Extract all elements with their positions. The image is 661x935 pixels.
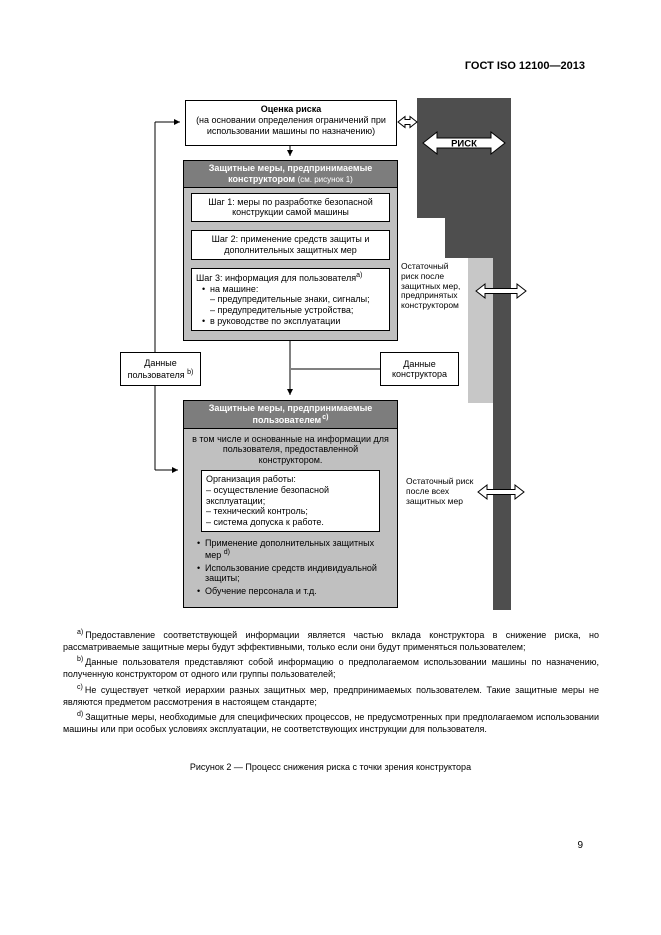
organization-title: Организация работы: — [206, 473, 296, 484]
risk-assessment-subtitle: (на основании определения ограничений при использовании машины по назначению) — [196, 114, 386, 136]
step3-item-warning-signs: – предупредительные знаки, сигналы; — [210, 294, 370, 305]
step3-item-manual: • в руководстве по эксплуатации — [196, 316, 385, 327]
user-measures-box — [183, 400, 398, 608]
organization-box — [201, 470, 380, 532]
user-measure-additional-ref: d) — [223, 548, 230, 556]
footnote-b-marker: b) — [77, 656, 84, 664]
organization-item-safe-operation: – осуществление безопасной эксплуатации; — [206, 484, 330, 506]
step3-box — [191, 268, 390, 331]
user-measure-training: • Обучение персонала и т.д. — [191, 586, 390, 597]
step3-item-on-machine: • на машине: — [196, 284, 385, 295]
residual-risk-designer-label: Остаточный риск после защитных мер, предпринятых конструктором — [401, 261, 461, 311]
risk-bar-narrow-column — [493, 258, 511, 610]
designer-measures-note: (см. рисунок 1) — [297, 174, 353, 184]
designer-measures-box — [183, 160, 398, 341]
user-data-text: Данные пользователя — [127, 358, 185, 380]
risk-bar-light-strip — [468, 258, 493, 403]
footnote-c-marker: c) — [77, 683, 83, 691]
footnote-d-marker: d) — [77, 710, 84, 718]
figure-caption: Рисунок 2 — Процесс снижения риска с точки зрения конструктора — [189, 762, 472, 772]
designer-measures-header — [184, 161, 397, 188]
user-measures-title: Защитные меры, предпринимаемые пользователем — [208, 403, 373, 425]
risk-bar-top-block — [417, 98, 511, 218]
user-measures-footnote-ref: c) — [322, 413, 329, 421]
user-measures-list — [191, 538, 390, 597]
user-data-label — [123, 358, 198, 380]
step3-title — [196, 272, 385, 284]
footnote-d-text: Защитные меры, необходимые для специфических процессов, не предусмотренных при предполагаемом использовании машины или при особых условиях эксплуатации, не соответствующих инструкции для пользователя. — [63, 711, 599, 734]
designer-measures-body — [184, 188, 397, 336]
assessment-risk-double-arrow — [398, 117, 417, 128]
risk-assessment-box — [185, 100, 397, 146]
designer-measures-title: Защитные меры, предпринимаемые конструктором — [208, 163, 373, 184]
risk-label: РИСК — [451, 138, 477, 150]
step3-item-warning-devices: – предупредительные устройства; — [210, 305, 354, 316]
residual-risk-all-label: Остаточный риск после всех защитных мер — [406, 476, 474, 506]
footnote-a-marker: a) — [77, 629, 84, 636]
organization-item-work-permit: – система допуска к работе. — [206, 517, 324, 528]
designer-data-box — [380, 352, 459, 386]
footnote-b-text: Данные пользователя представляют собой информацию о предполагаемом использовании машины по назначению, полученную конструктором от одного или группы пользователей; — [63, 657, 599, 680]
user-data-footnote-ref: b) — [187, 368, 194, 376]
user-measures-body — [184, 429, 397, 604]
footnote-a-text: Предоставление соответствующей информации является частью вклада конструктора в снижение риска, но рассматриваемые защитные меры будут эффективными, только если они будут применяться пользователем; — [63, 630, 599, 653]
designer-data-label: Данные конструктора — [391, 358, 448, 379]
user-measure-additional — [191, 538, 390, 561]
user-measure-additional-text: Применение дополнительных защитных мер — [205, 537, 375, 560]
user-measures-header — [184, 401, 397, 429]
footnote-c-text: Не существует четкой иерархии разных защитных мер, предпринимаемых пользователем. Такие защитные меры не являются предметом рассмотрения в настоящем стандарте; — [63, 684, 599, 707]
step3-footnote-ref: a) — [356, 271, 363, 279]
step1-box: Шаг 1: меры по разработке безопасной конструкции самой машины — [191, 193, 390, 223]
user-measures-subtitle: в том числе и основанные на информации для пользователя, предоставленной конструктором. — [192, 433, 389, 466]
user-measure-ppe: • Использование средств индивидуальной защиты; — [191, 563, 390, 585]
risk-bar-mid-block — [445, 218, 511, 258]
page-number: 9 — [577, 840, 583, 851]
step3-title-text: Шаг 3: информация для пользователя — [196, 272, 357, 283]
step2-box: Шаг 2: применение средств защиты и дополнительных защитных мер — [191, 230, 390, 260]
document-number: ГОСТ ISO 12100—2013 — [464, 60, 585, 72]
user-data-box — [120, 352, 201, 386]
organization-item-technical-control: – технический контроль; — [206, 506, 308, 517]
risk-assessment-title: Оценка риска — [260, 104, 322, 114]
